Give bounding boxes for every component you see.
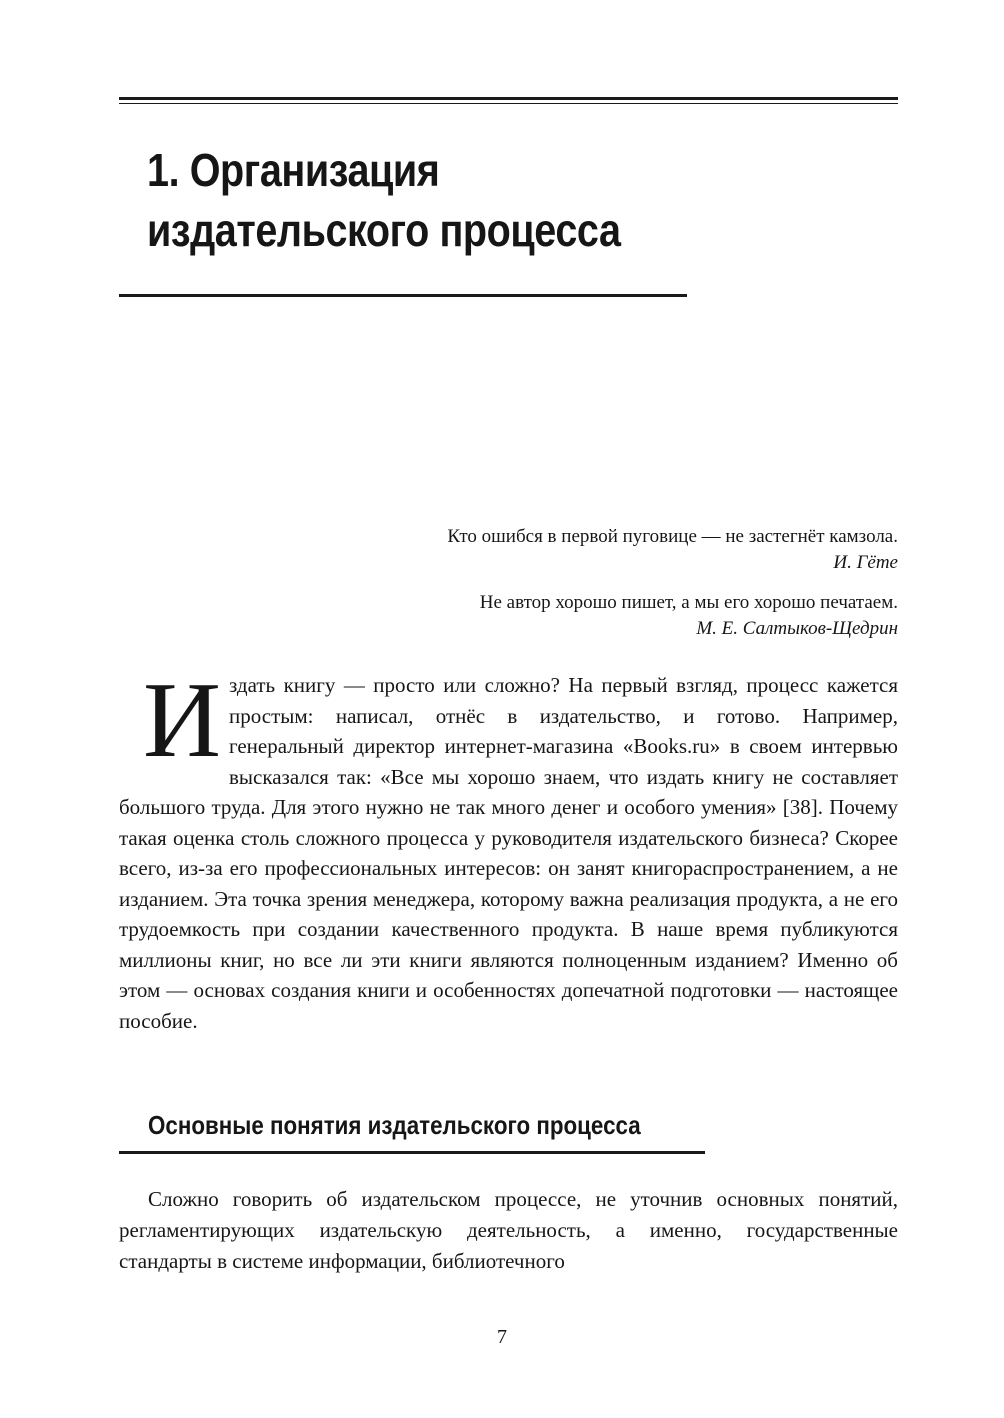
title-underline (119, 294, 687, 297)
top-rule-thick (119, 97, 898, 100)
epigraph-quote: Кто ошибся в первой пуговице — не застегнёт камзола. (447, 526, 898, 547)
section-heading: Основные понятия издательского процесса (148, 1110, 641, 1140)
drop-cap: И (143, 661, 221, 780)
chapter-title-line-1: 1. Организация (147, 144, 440, 196)
top-rule-thin (119, 103, 898, 104)
intro-paragraph (119, 661, 898, 1036)
epigraph-quote: Не автор хорошо пишет, а мы его хорошо печатаем. (479, 592, 898, 613)
section-underline (119, 1151, 705, 1154)
epigraph-saltykov (278, 590, 898, 642)
intro-text: здать книгу — просто или сложно? На первый взгляд, процесс кажется простым: написал, отнёс в издательство, и готово. Например, генеральный директор интернет-магазина «Books.ru» в своем интервью высказался так: «Все мы хорошо знаем, что издать книгу не составляет большого труда. Для этого нужно не так много денег и особого умения» [38]. Почему такая оценка столь сложного процесса у руководителя издательского бизнеса? Скорее всего, из-за его профессиональных интересов: он занят книгораспространением, а не изданием. Эта точка зрения менеджера, которому важна реализация продукта, а не его трудоемкость при создании качественного продукта. В наше время публикуются миллионы книг, но все ли эти книги являются полноценным изданием? Именно об этом — основах создания книги и особенностях допечатной подготовки — настоящее пособие. (119, 673, 898, 1033)
epigraph-goethe (278, 524, 898, 576)
page-number: 7 (497, 1326, 507, 1348)
section-paragraph: Сложно говорить об издательском процессе, не уточнив основных понятий, регламентирующих издательскую деятельность, а именно, государственные стандарты в системе информации, библиотечного (119, 1187, 898, 1273)
chapter-title (147, 140, 783, 260)
epigraph-author: И. Гёте (833, 552, 898, 573)
chapter-title-line-2: издательского процесса (147, 204, 621, 256)
epigraph-author: М. Е. Салтыков-Щедрин (696, 618, 898, 639)
epigraphs (278, 524, 898, 656)
